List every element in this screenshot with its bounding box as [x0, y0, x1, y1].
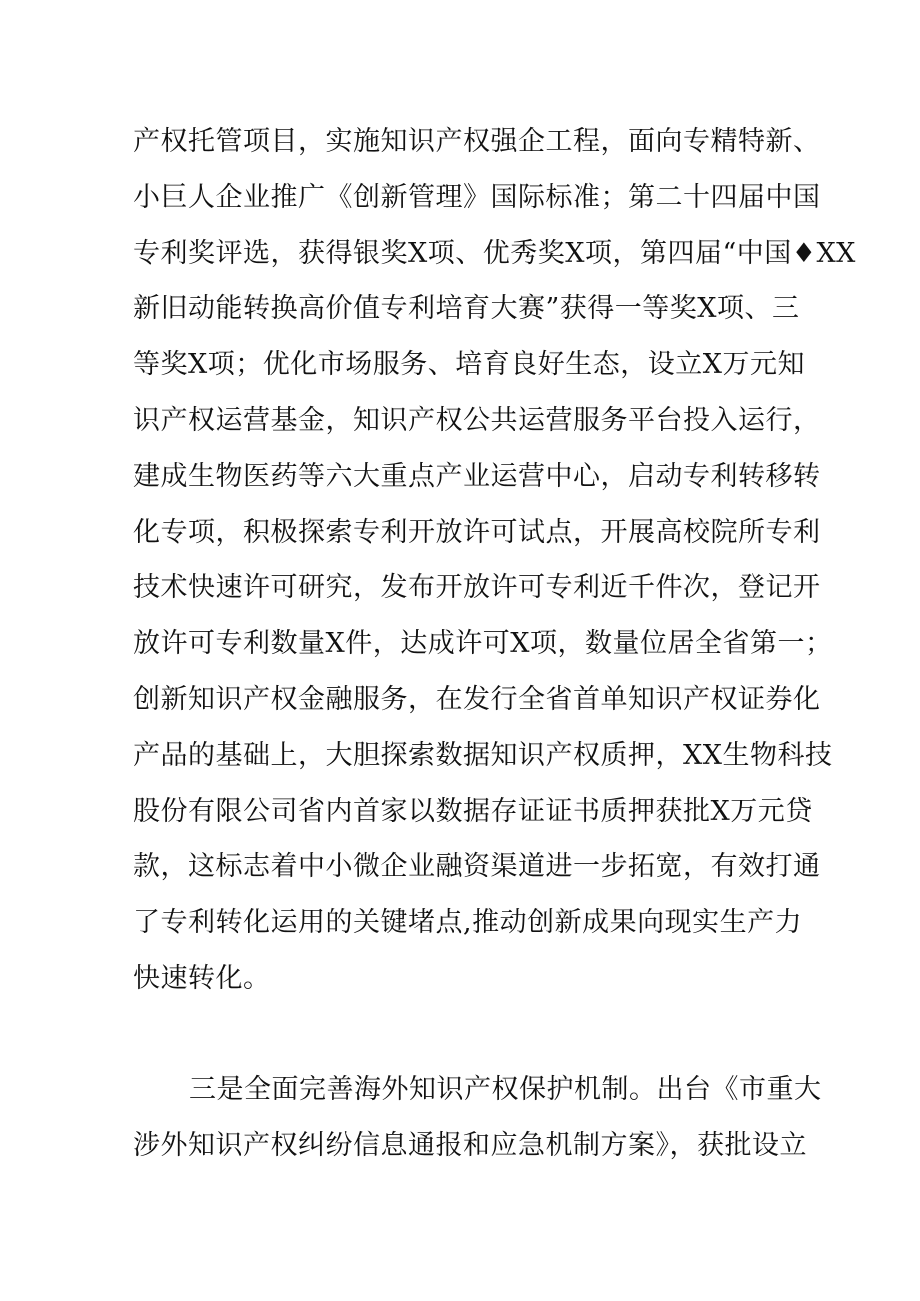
text-line: 技术快速许可研究，发布开放许可专利近千件次，登记开 — [133, 572, 821, 604]
text-line: 化专项，积极探索专利开放许可试点，开展高校院所专利 — [133, 516, 821, 548]
text-line: 放许可专利数量X件，达成许可X项，数量位居全省第一； — [133, 628, 833, 660]
text-line: 三是全面完善海外知识产权保护机制。出台《市重大 — [189, 1073, 822, 1105]
text-line: 建成生物医药等六大重点产业运营中心，启动专利转移转 — [133, 460, 821, 492]
text-line: 创新知识产权金融服务，在发行全省首单知识产权证券化 — [133, 683, 821, 715]
text-line: 小巨人企业推广《创新管理》国际标准；第二十四届中国 — [133, 181, 821, 213]
text-line: 识产权运营基金，知识产权公共运营服务平台投入运行， — [133, 404, 821, 436]
text-line: 专利奖评选，获得银奖X项、优秀奖X项，第四届“中国♦XX — [133, 237, 856, 269]
paragraph-2 — [133, 1062, 822, 1174]
text-line: 了专利转化运用的关键堵点,推动创新成果向现实生产力 — [133, 907, 803, 939]
text-line: 快速转化。 — [133, 962, 271, 994]
text-line: 等奖X项；优化市场服务、培育良好生态，设立X万元知 — [133, 349, 805, 381]
paragraph-1 — [133, 114, 856, 1007]
text-line: 新旧动能转换高价值专利培育大赛”获得一等奖X项、三 — [133, 293, 800, 325]
text-line: 产品的基础上，大胆探索数据知识产权质押，XX生物科技 — [133, 739, 833, 771]
text-line: 款，这标志着中小微企业融资渠道进一步拓宽，有效打通 — [133, 851, 821, 883]
document-body — [133, 114, 856, 1173]
text-line: 涉外知识产权纠纷信息通报和应急机制方案》，获批设立 — [133, 1129, 807, 1161]
text-line: 产权托管项目，实施知识产权强企工程，面向专精特新、 — [133, 126, 821, 157]
text-line: 股份有限公司省内首家以数据存证证书质押获批X万元贷 — [133, 795, 813, 827]
paragraph-gap — [133, 1007, 793, 1062]
